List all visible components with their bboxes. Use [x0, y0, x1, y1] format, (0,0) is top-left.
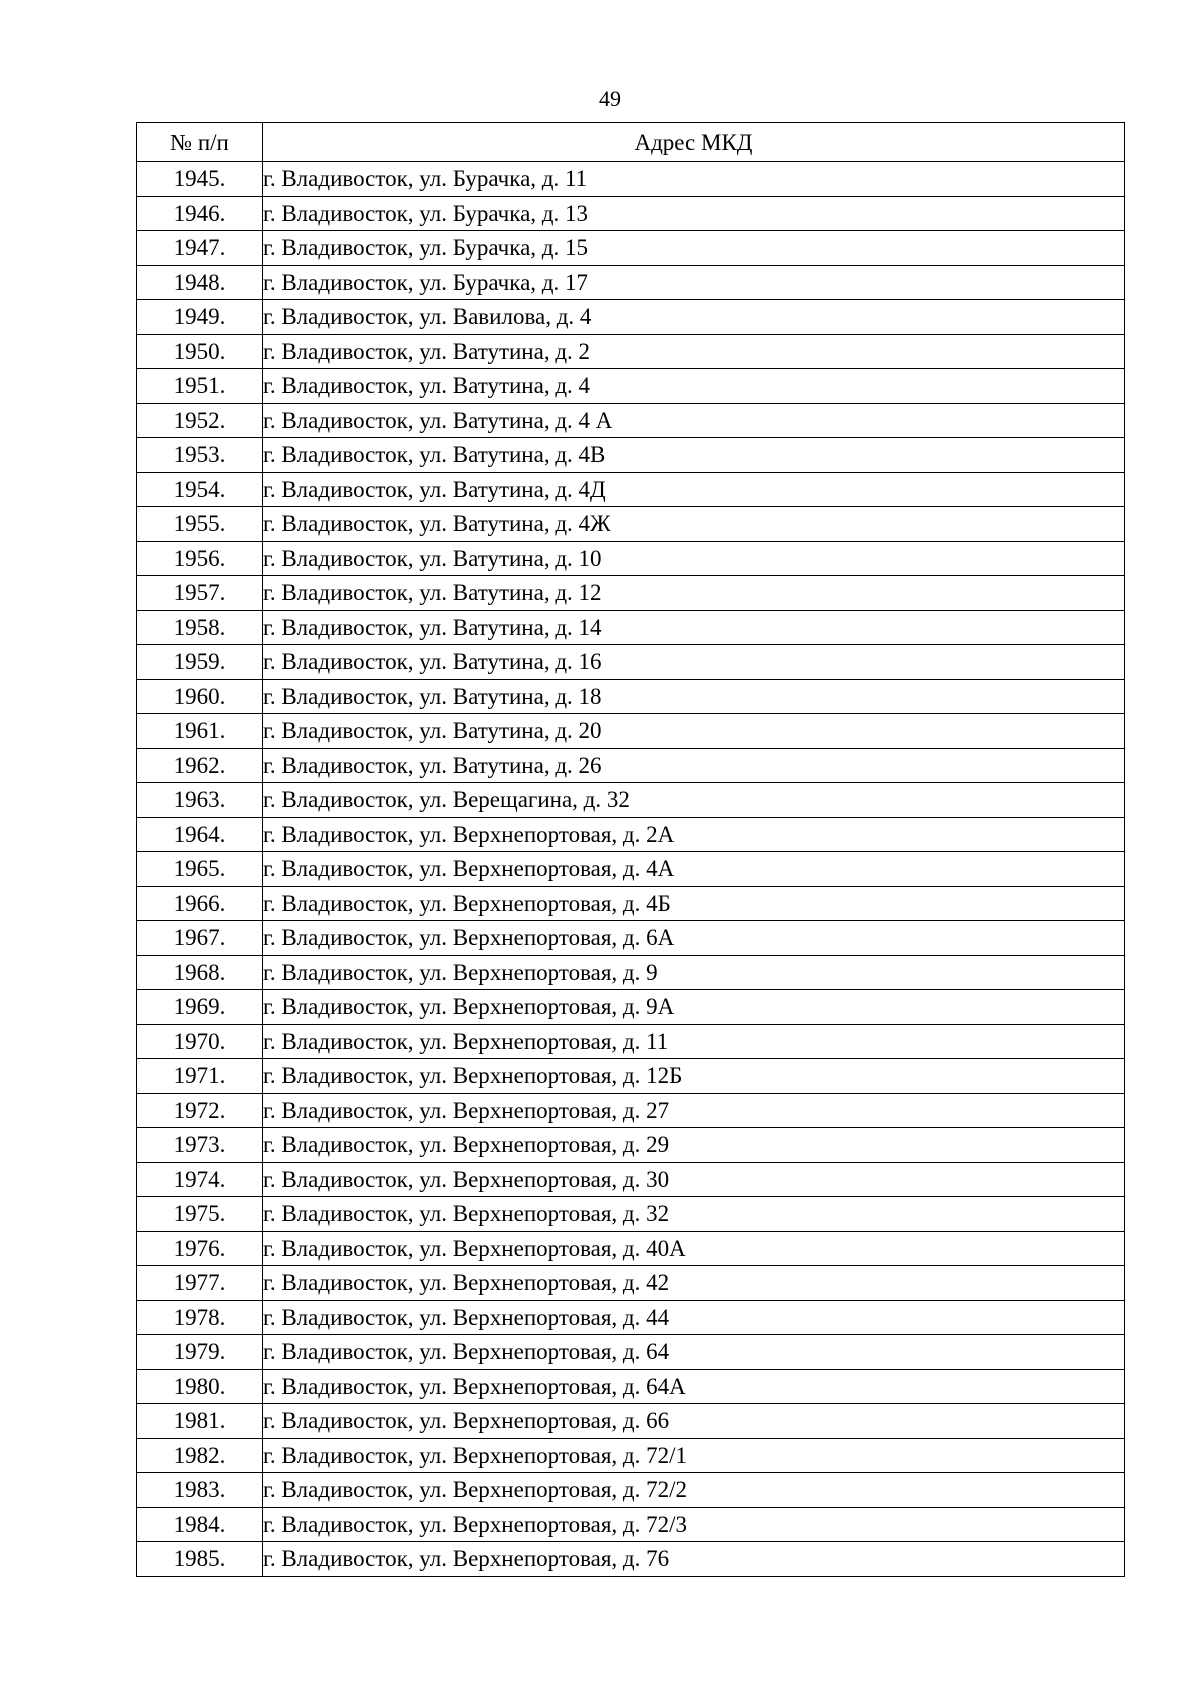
- row-number: 1971.: [137, 1059, 263, 1094]
- row-number: 1963.: [137, 783, 263, 818]
- row-address: г. Владивосток, ул. Бурачка, д. 11: [263, 162, 1125, 197]
- row-number: 1960.: [137, 679, 263, 714]
- row-address: г. Владивосток, ул. Ватутина, д. 4Ж: [263, 507, 1125, 542]
- row-number: 1970.: [137, 1024, 263, 1059]
- table-row: [137, 1542, 1125, 1577]
- row-number: 1972.: [137, 1093, 263, 1128]
- row-address: г. Владивосток, ул. Вавилова, д. 4: [263, 300, 1125, 335]
- row-address: г. Владивосток, ул. Верхнепортовая, д. 72/1: [263, 1438, 1125, 1473]
- table-row: [137, 1404, 1125, 1439]
- row-address: г. Владивосток, ул. Верхнепортовая, д. 9: [263, 955, 1125, 990]
- table-row: [137, 438, 1125, 473]
- table-row: [137, 265, 1125, 300]
- row-number: 1954.: [137, 472, 263, 507]
- row-address: г. Владивосток, ул. Верхнепортовая, д. 29: [263, 1128, 1125, 1163]
- row-address: г. Владивосток, ул. Ватутина, д. 20: [263, 714, 1125, 749]
- row-address: г. Владивосток, ул. Верхнепортовая, д. 76: [263, 1542, 1125, 1577]
- table-row: [137, 1059, 1125, 1094]
- table-row: [137, 748, 1125, 783]
- row-number: 1950.: [137, 334, 263, 369]
- row-address: г. Владивосток, ул. Верхнепортовая, д. 4Б: [263, 886, 1125, 921]
- table-row: [137, 1507, 1125, 1542]
- row-address: г. Владивосток, ул. Верхнепортовая, д. 12Б: [263, 1059, 1125, 1094]
- row-number: 1978.: [137, 1300, 263, 1335]
- row-number: 1956.: [137, 541, 263, 576]
- row-number: 1982.: [137, 1438, 263, 1473]
- row-address: г. Владивосток, ул. Верхнепортовая, д. 30: [263, 1162, 1125, 1197]
- table-row: [137, 403, 1125, 438]
- row-address: г. Владивосток, ул. Ватутина, д. 12: [263, 576, 1125, 611]
- row-number: 1964.: [137, 817, 263, 852]
- row-number: 1949.: [137, 300, 263, 335]
- header-number: № п/п: [137, 123, 263, 162]
- table-row: [137, 1093, 1125, 1128]
- row-number: 1951.: [137, 369, 263, 404]
- row-address: г. Владивосток, ул. Ватутина, д. 14: [263, 610, 1125, 645]
- row-address: г. Владивосток, ул. Верхнепортовая, д. 64А: [263, 1369, 1125, 1404]
- row-address: г. Владивосток, ул. Ватутина, д. 10: [263, 541, 1125, 576]
- table-row: [137, 1197, 1125, 1232]
- table-row: [137, 1266, 1125, 1301]
- row-address: г. Владивосток, ул. Верхнепортовая, д. 9А: [263, 990, 1125, 1025]
- row-address: г. Владивосток, ул. Ватутина, д. 4 А: [263, 403, 1125, 438]
- row-address: г. Владивосток, ул. Ватутина, д. 18: [263, 679, 1125, 714]
- table-row: [137, 817, 1125, 852]
- row-number: 1981.: [137, 1404, 263, 1439]
- page-number: 49: [599, 86, 621, 111]
- row-address: г. Владивосток, ул. Бурачка, д. 13: [263, 196, 1125, 231]
- row-address: г. Владивосток, ул. Ватутина, д. 4: [263, 369, 1125, 404]
- row-address: г. Владивосток, ул. Верхнепортовая, д. 64: [263, 1335, 1125, 1370]
- table-row: [137, 300, 1125, 335]
- table-row: [137, 1300, 1125, 1335]
- row-address: г. Владивосток, ул. Верхнепортовая, д. 32: [263, 1197, 1125, 1232]
- table-row: [137, 1438, 1125, 1473]
- row-address: г. Владивосток, ул. Верхнепортовая, д. 40А: [263, 1231, 1125, 1266]
- row-address: г. Владивосток, ул. Верхнепортовая, д. 6А: [263, 921, 1125, 956]
- row-number: 1983.: [137, 1473, 263, 1508]
- table-row: [137, 679, 1125, 714]
- table-row: [137, 886, 1125, 921]
- table-row: [137, 1335, 1125, 1370]
- row-address: г. Владивосток, ул. Верхнепортовая, д. 11: [263, 1024, 1125, 1059]
- table-header-row: [137, 123, 1125, 162]
- row-number: 1985.: [137, 1542, 263, 1577]
- row-number: 1955.: [137, 507, 263, 542]
- row-address: г. Владивосток, ул. Верхнепортовая, д. 2А: [263, 817, 1125, 852]
- row-address: г. Владивосток, ул. Ватутина, д. 4В: [263, 438, 1125, 473]
- table-row: [137, 990, 1125, 1025]
- row-number: 1966.: [137, 886, 263, 921]
- table-row: [137, 852, 1125, 887]
- table-row: [137, 541, 1125, 576]
- row-address: г. Владивосток, ул. Ватутина, д. 2: [263, 334, 1125, 369]
- table-row: [137, 334, 1125, 369]
- table-row: [137, 783, 1125, 818]
- row-number: 1953.: [137, 438, 263, 473]
- row-number: 1975.: [137, 1197, 263, 1232]
- row-number: 1977.: [137, 1266, 263, 1301]
- table-row: [137, 162, 1125, 197]
- row-number: 1952.: [137, 403, 263, 438]
- table-row: [137, 1369, 1125, 1404]
- table-row: [137, 921, 1125, 956]
- table-body: [137, 162, 1125, 1577]
- table-row: [137, 645, 1125, 680]
- row-number: 1945.: [137, 162, 263, 197]
- row-number: 1959.: [137, 645, 263, 680]
- row-number: 1965.: [137, 852, 263, 887]
- row-number: 1976.: [137, 1231, 263, 1266]
- row-address: г. Владивосток, ул. Верхнепортовая, д. 66: [263, 1404, 1125, 1439]
- row-number: 1947.: [137, 231, 263, 266]
- row-address: г. Владивосток, ул. Верхнепортовая, д. 42: [263, 1266, 1125, 1301]
- table-row: [137, 576, 1125, 611]
- table-row: [137, 714, 1125, 749]
- row-address: г. Владивосток, ул. Верхнепортовая, д. 44: [263, 1300, 1125, 1335]
- row-number: 1962.: [137, 748, 263, 783]
- row-address: г. Владивосток, ул. Ватутина, д. 16: [263, 645, 1125, 680]
- row-number: 1979.: [137, 1335, 263, 1370]
- table-row: [137, 1024, 1125, 1059]
- row-number: 1974.: [137, 1162, 263, 1197]
- row-address: г. Владивосток, ул. Бурачка, д. 15: [263, 231, 1125, 266]
- row-number: 1967.: [137, 921, 263, 956]
- address-table: [136, 122, 1125, 1577]
- row-number: 1984.: [137, 1507, 263, 1542]
- table-row: [137, 955, 1125, 990]
- row-number: 1961.: [137, 714, 263, 749]
- table-row: [137, 507, 1125, 542]
- table-row: [137, 1473, 1125, 1508]
- table-row: [137, 231, 1125, 266]
- row-address: г. Владивосток, ул. Верхнепортовая, д. 27: [263, 1093, 1125, 1128]
- table-row: [137, 1128, 1125, 1163]
- table-row: [137, 196, 1125, 231]
- row-number: 1968.: [137, 955, 263, 990]
- row-number: 1958.: [137, 610, 263, 645]
- row-address: г. Владивосток, ул. Верхнепортовая, д. 4А: [263, 852, 1125, 887]
- table-row: [137, 472, 1125, 507]
- table-row: [137, 1231, 1125, 1266]
- row-number: 1969.: [137, 990, 263, 1025]
- row-number: 1980.: [137, 1369, 263, 1404]
- row-address: г. Владивосток, ул. Бурачка, д. 17: [263, 265, 1125, 300]
- header-address: Адрес МКД: [263, 123, 1125, 162]
- row-number: 1948.: [137, 265, 263, 300]
- row-number: 1973.: [137, 1128, 263, 1163]
- row-address: г. Владивосток, ул. Ватутина, д. 4Д: [263, 472, 1125, 507]
- table-row: [137, 1162, 1125, 1197]
- row-address: г. Владивосток, ул. Верхнепортовая, д. 72/3: [263, 1507, 1125, 1542]
- row-address: г. Владивосток, ул. Верещагина, д. 32: [263, 783, 1125, 818]
- table-row: [137, 610, 1125, 645]
- row-number: 1957.: [137, 576, 263, 611]
- row-number: 1946.: [137, 196, 263, 231]
- row-address: г. Владивосток, ул. Ватутина, д. 26: [263, 748, 1125, 783]
- table-row: [137, 369, 1125, 404]
- row-address: г. Владивосток, ул. Верхнепортовая, д. 72/2: [263, 1473, 1125, 1508]
